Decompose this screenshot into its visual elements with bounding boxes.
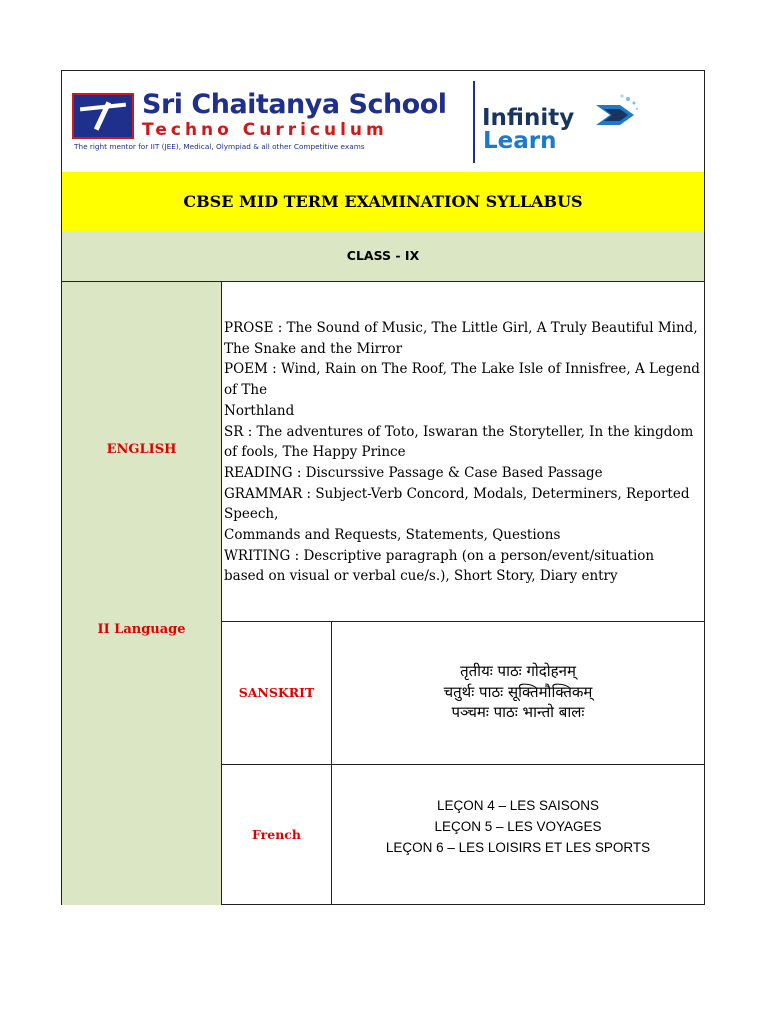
sanskrit-line: चतुर्थः पाठः सूक्तिमौक्तिकम् [443,682,593,701]
exam-title: CBSE MID TERM EXAMINATION SYLLABUS [183,192,583,211]
english-line: Commands and Requests, Statements, Questions [224,527,561,544]
french-line: LEÇON 5 – LES VOYAGES [434,819,602,834]
brand-tagline: The right mentor for IIT (JEE), Medical, Olympiad & all other Competitive exams [74,142,365,151]
english-line: of fools, The Happy Prince [224,444,406,461]
english-label: ENGLISH [106,442,177,457]
language-row-divider [222,764,704,765]
sanskrit-syllabus [332,661,704,723]
sanskrit-line: तृतीयः पाठः गोदोहनम् [460,662,576,680]
syllabus-table [61,70,705,905]
english-line: WRITING : Descriptive paragraph (on a person/event/situation [224,547,655,564]
class-label: CLASS - IX [346,248,420,263]
english-line: READING : Discurssive Passage & Case Based Passage [224,464,603,481]
infinity-learn-logo-icon [590,91,642,131]
sanskrit-label: SANSKRIT [238,685,315,700]
brand-name: Sri Chaitanya School [142,89,447,120]
english-line: GRAMMAR : Subject-Verb Concord, Modals, Determiners, Reported [224,485,690,502]
english-line: The Snake and the Mirror [224,340,403,357]
header-divider [473,81,475,163]
french-syllabus [332,795,704,858]
french-line: LEÇON 4 – LES SAISONS [436,798,600,813]
english-syllabus-text [224,318,702,587]
english-syllabus-cell [222,282,704,622]
english-line: SR : The adventures of Toto, Iswaran the Storyteller, In the kingdom [224,423,694,440]
english-line: Northland [224,402,295,419]
english-line: of The [224,382,268,399]
english-line: POEM : Wind, Rain on The Roof, The Lake Isle of Innisfree, A Legend [224,361,700,378]
partner-name-line1: Infinity [482,105,575,131]
school-logo-icon [72,93,134,139]
brand-subtitle: Techno Curriculum [142,120,388,140]
english-line: based on visual or verbal cue/s.), Short Story, Diary entry [224,568,618,585]
class-row [62,231,704,282]
french-line: LEÇON 6 – LES LOISIRS ET LES SPORTS [385,840,651,855]
second-language-label: II Language [97,622,186,637]
subject-column [62,282,222,905]
french-label: French [252,827,301,842]
sanskrit-line: पञ्चमः पाठः भान्तो बालः [451,703,585,721]
partner-name-line2: Learn [483,128,557,154]
exam-title-row [62,172,704,232]
english-line: Speech, [224,506,279,523]
school-header [62,71,704,173]
english-line: PROSE : The Sound of Music, The Little Girl, A Truly Beautiful Mind, [224,320,698,336]
